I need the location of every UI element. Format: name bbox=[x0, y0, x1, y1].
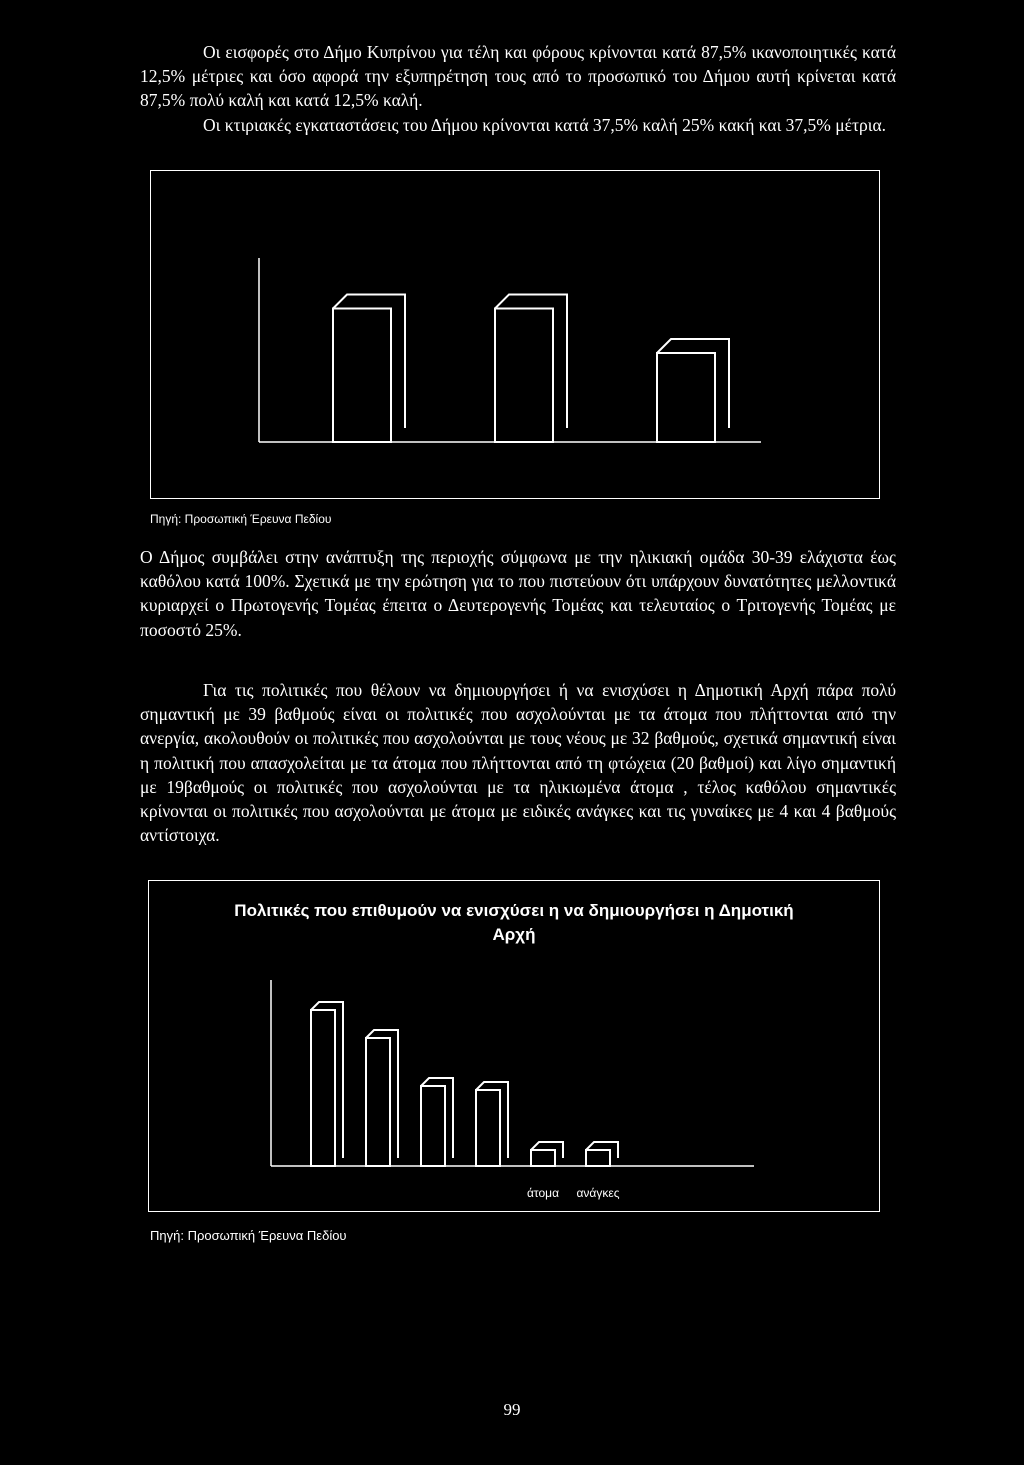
category-label-5: άτομα bbox=[526, 1186, 560, 1200]
bar-2 bbox=[366, 1030, 398, 1166]
bar-4-depth bbox=[476, 1082, 508, 1158]
bar-2-front bbox=[366, 1038, 390, 1166]
bar-1 bbox=[311, 1002, 343, 1166]
bar-6 bbox=[586, 1142, 618, 1166]
paragraph-fees: Οι εισφορές στο Δήμο Κυπρίνου για τέλη και φόρους κρίνονται κατά 87,5% ικανοποιητικές κατά 12,5% μέτριες και όσο αφορά την εξυπηρέτηση τους από το προσωπικό του Δήμου αυτή κρίνεται κατά 87,5% πολύ καλή και κατά 12,5% καλή. bbox=[140, 42, 896, 111]
chart-2-title: Πολιτικές που επιθυμούν να ενισχύσει η να δημιουργήσει η Δημοτική Αρχή bbox=[234, 901, 794, 944]
bar-3 bbox=[421, 1078, 453, 1166]
bar-2-depth bbox=[495, 295, 567, 429]
bar-3-front bbox=[657, 353, 715, 442]
chart-2-bars bbox=[149, 881, 879, 1211]
bar-1-depth bbox=[333, 295, 405, 429]
bar-3-front bbox=[421, 1086, 445, 1166]
bar-2-front bbox=[495, 309, 553, 443]
bar-2 bbox=[495, 295, 567, 443]
chart-1-source: Πηγή: Προσωπική Έρευνα Πεδίου bbox=[150, 512, 332, 526]
bar-1-depth bbox=[311, 1002, 343, 1158]
paragraph-policies: Για τις πολιτικές που θέλουν να δημιουργήσει ή να ενισχύσει η Δημοτική Αρχή πάρα πολύ σημαντική με 39 βαθμούς είναι οι πολιτικές που ασχολούνται με τα άτομα που πλήττονται από την ανεργία, ακολουθούν οι πολιτικές που ασχολούνται με τους νέους με 32 βαθμούς, σχετικά σημαντική είναι η πολιτική που απασχολείται με τα άτομα που πλήττονται από τη φτώχεια (20 βαθμοί) και λίγο σημαντική με 19βαθμούς οι πολιτικές που ασχολούνται με τα ηλικιωμένα άτομα , τέλος καθόλου σημαντικές κρίνονται οι πολιτικές που ασχολούνται με άτομα με ειδικές ανάγκες και τις γυναίκες με 4 και 4 βαθμούς αντίστοιχα. bbox=[140, 680, 896, 846]
paragraph-development: Ο Δήμος συμβάλει στην ανάπτυξη της περιοχής σύμφωνα με την ηλικιακή ομάδα 30-39 ελάχιστα έως καθόλου κατά 100%. Σχετικά με την ερώτηση για το που πιστεύουν ότι υπάρχουν δυνατότητες μελλοντικά κυριαρχεί ο Πρωτογενής Τομέας έπειτα ο Δευτερογενής Τομέας και τελευταίος ο Τριτογενής Τομέας με ποσοστό 25%. bbox=[140, 547, 896, 640]
bar-4 bbox=[476, 1082, 508, 1166]
bar-3-depth bbox=[421, 1078, 453, 1158]
chart-1-bars bbox=[151, 171, 879, 498]
category-label-6: ανάγκες bbox=[576, 1186, 620, 1200]
bar-5-front bbox=[531, 1150, 555, 1166]
page-number: 99 bbox=[503, 1400, 521, 1419]
chart-2-frame bbox=[148, 880, 880, 1212]
bar-3 bbox=[657, 339, 729, 442]
bar-1-front bbox=[333, 309, 391, 443]
bar-5 bbox=[531, 1142, 563, 1166]
bar-4-front bbox=[476, 1090, 500, 1166]
bar-6-front bbox=[586, 1150, 610, 1166]
chart-1-frame bbox=[150, 170, 880, 499]
bar-1 bbox=[333, 295, 405, 443]
bar-2-depth bbox=[366, 1030, 398, 1158]
bar-1-front bbox=[311, 1010, 335, 1166]
chart-2-source: Πηγή: Προσωπική Έρευνα Πεδίου bbox=[150, 1228, 347, 1243]
paragraph-buildings: Οι κτιριακές εγκαταστάσεις του Δήμου κρίνονται κατά 37,5% καλή 25% κακή και 37,5% μέτρια. bbox=[203, 115, 887, 135]
